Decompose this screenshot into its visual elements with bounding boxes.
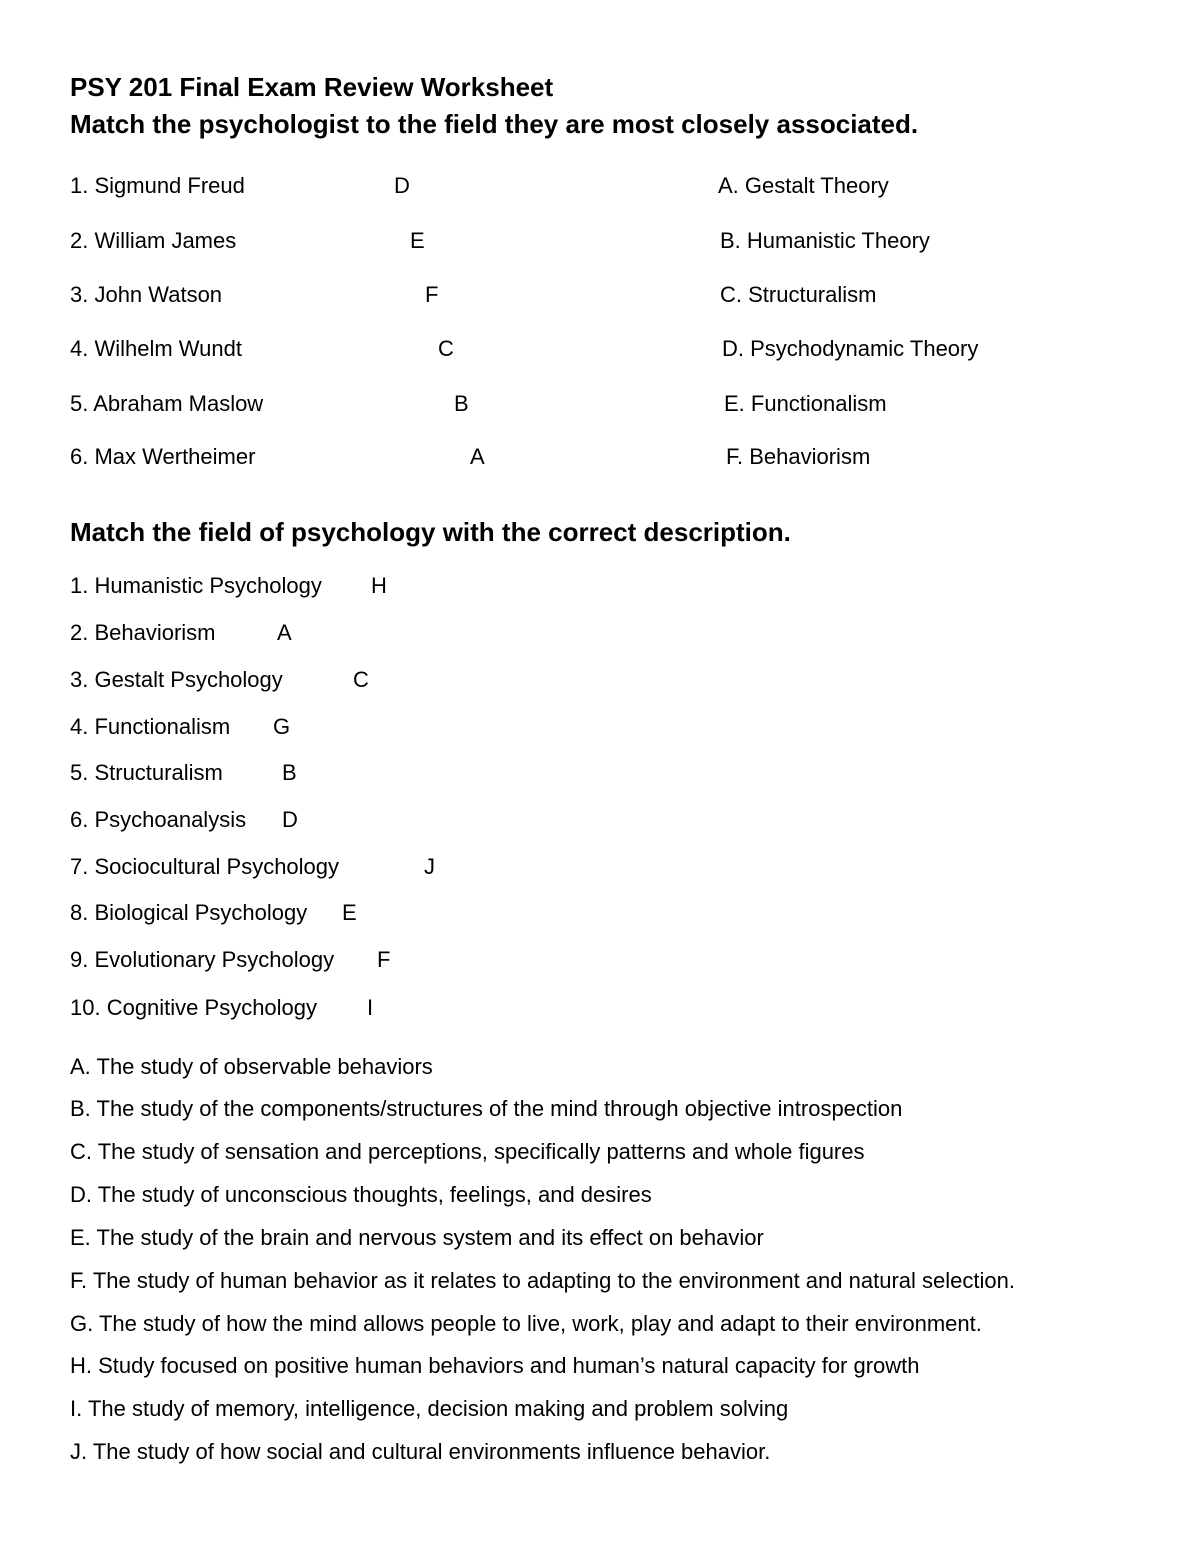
psychologist-item: 3. John Watson (70, 282, 223, 307)
description-line: C. The study of sensation and perceptions, specifically patterns and whole figures (70, 1139, 865, 1164)
field-option: A. Gestalt Theory (718, 173, 889, 198)
field-item: 4. Functionalism (70, 714, 231, 739)
field-option: F. Behaviorism (726, 444, 871, 469)
psychologist-item: 5. Abraham Maslow (70, 391, 264, 416)
field-item: 5. Structuralism (70, 760, 223, 785)
description-line: G. The study of how the mind allows people to live, work, play and adapt to their environment. (70, 1311, 982, 1336)
match-row (0, 171, 1200, 201)
field-answer: I (367, 995, 374, 1020)
list-item (0, 852, 1200, 882)
description-line: J. The study of how social and cultural environments influence behavior. (70, 1439, 771, 1464)
match-row (0, 442, 1200, 472)
field-item: 2. Behaviorism (70, 620, 216, 645)
list-item (0, 993, 1200, 1023)
match-row (0, 280, 1200, 310)
field-item: 9. Evolutionary Psychology (70, 947, 335, 972)
field-item: 1. Humanistic Psychology (70, 573, 322, 598)
description-line: D. The study of unconscious thoughts, feelings, and desires (70, 1182, 652, 1207)
field-answer: D (282, 807, 298, 832)
field-answer: A (277, 620, 292, 645)
field-answer: H (371, 573, 387, 598)
worksheet-title: PSY 201 Final Exam Review Worksheet (70, 72, 554, 102)
list-item (0, 712, 1200, 742)
psychologist-answer: F (425, 282, 439, 307)
psychologist-item: 4. Wilhelm Wundt (70, 336, 242, 361)
psychologist-answer: A (470, 444, 485, 469)
psychologist-answer: D (394, 173, 410, 198)
field-answer: C (353, 667, 369, 692)
description-line: E. The study of the brain and nervous system and its effect on behavior (70, 1225, 764, 1250)
list-item (0, 805, 1200, 835)
psychologist-item: 6. Max Wertheimer (70, 444, 256, 469)
list-item (0, 618, 1200, 648)
description-line: A. The study of observable behaviors (70, 1054, 433, 1079)
field-option: C. Structuralism (720, 282, 877, 307)
psychologist-answer: C (438, 336, 454, 361)
field-option: D. Psychodynamic Theory (722, 336, 979, 361)
field-item: 8. Biological Psychology (70, 900, 308, 925)
list-item (0, 758, 1200, 788)
list-item (0, 945, 1200, 975)
section2-instruction: Match the field of psychology with the correct description. (70, 517, 791, 547)
description-line: B. The study of the components/structures of the mind through objective introspection (70, 1096, 903, 1121)
field-item: 6. Psychoanalysis (70, 807, 247, 832)
description-line: I. The study of memory, intelligence, decision making and problem solving (70, 1396, 789, 1421)
field-option: E. Functionalism (724, 391, 887, 416)
field-item: 3. Gestalt Psychology (70, 667, 283, 692)
psychologist-item: 2. William James (70, 228, 237, 253)
psychologist-answer: E (410, 228, 425, 253)
psychologist-item: 1. Sigmund Freud (70, 173, 245, 198)
field-answer: G (273, 714, 291, 739)
field-answer: F (377, 947, 391, 972)
section1-instruction: Match the psychologist to the field they are most closely associated. (70, 109, 919, 139)
description-line: H. Study focused on positive human behaviors and human’s natural capacity for growth (70, 1353, 920, 1378)
description-line: F. The study of human behavior as it relates to adapting to the environment and natural selection. (70, 1268, 1015, 1293)
list-item (0, 571, 1200, 601)
field-answer: E (342, 900, 357, 925)
match-row (0, 334, 1200, 364)
match-row (0, 389, 1200, 419)
field-item: 7. Sociocultural Psychology (70, 854, 340, 879)
list-item (0, 898, 1200, 928)
field-answer: J (424, 854, 435, 879)
match-row (0, 226, 1200, 256)
field-answer: B (282, 760, 297, 785)
field-option: B. Humanistic Theory (720, 228, 930, 253)
list-item (0, 665, 1200, 695)
psychologist-answer: B (454, 391, 469, 416)
field-item: 10. Cognitive Psychology (70, 995, 318, 1020)
